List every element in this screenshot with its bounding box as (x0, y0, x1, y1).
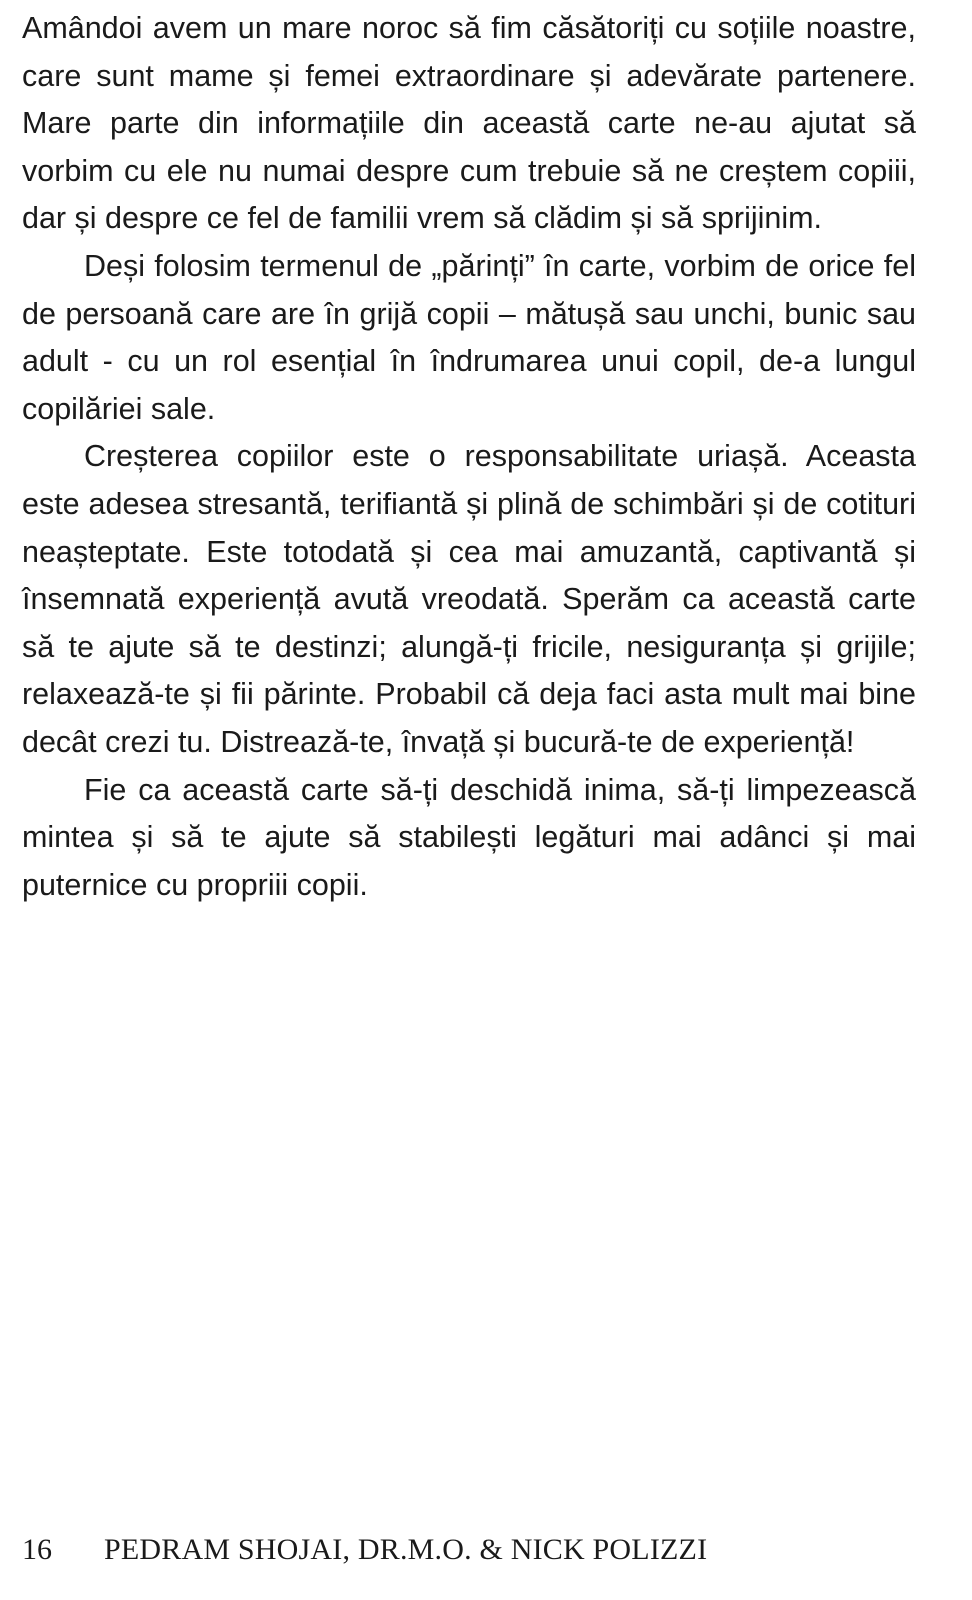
paragraph: Fie ca această carte să-ți deschidă inima, să-ți limpezească mintea și să te ajute să stabilești legături mai adânci și mai puternice cu propriii copii. (22, 772, 916, 902)
page-number: 16 (22, 1533, 52, 1566)
paragraph: Creșterea copiilor este o responsabilitate uriașă. Aceasta este adesea stresantă, terifiantă și plină de schimbări și de cotituri neașteptate. Este totodată și cea mai amuzantă, captivantă și însemnată experiență avută vreodată. Sperăm ca această carte să te ajute să te destinzi; alungă-ți fricile, nesiguranța și grijile; relaxează-te și fii părinte. Probabil că deja faci asta mult mai bine decât crezi tu. Distrează-te, învață și bucură-te de experiență! (22, 439, 916, 759)
paragraph: Deși folosim termenul de „părinți” în carte, vorbim de orice fel de persoană care are în grijă copii – mătușă sau unchi, bunic sau adult - cu un rol esențial în îndrumarea unui copil, de-a lungul copilăriei sale. (22, 248, 916, 426)
page-footer (22, 1526, 916, 1574)
page-body (22, 5, 916, 909)
paragraph: Amândoi avem un mare noroc să fim căsătoriți cu soțiile noastre, care sunt mame și femei extraordinare și adevărate partenere. Mare parte din informațiile din această carte ne-au ajutat să vorbim cu ele nu numai despre cum trebuie să ne creștem copiii, dar și despre ce fel de familii vrem să clădim și să sprijinim. (22, 11, 916, 236)
running-head: PEDRAM SHOJAI, DR.M.O. & NICK POLIZZI (104, 1533, 708, 1566)
